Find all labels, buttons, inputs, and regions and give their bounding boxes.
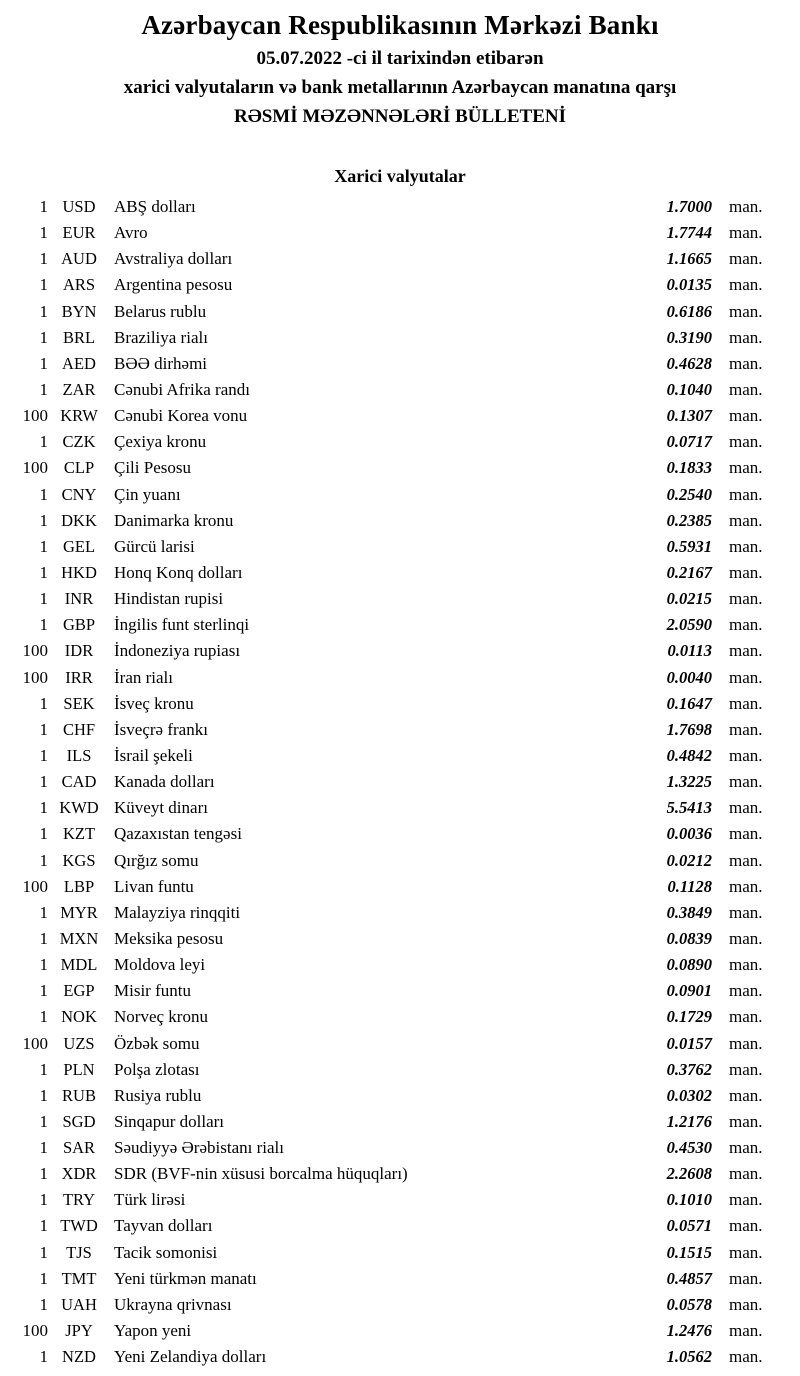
currency-code-cell: AED: [62, 353, 96, 373]
currency-name-cell: Yeni Zelandiya dolları: [114, 1347, 267, 1367]
quantity-cell: 1: [39, 1138, 48, 1158]
currency-name-cell: Norveç kronu: [114, 1007, 208, 1027]
currency-name-cell: Tayvan dolları: [114, 1216, 213, 1236]
unit-cell: man.: [729, 667, 763, 687]
rate-row: [0, 351, 800, 377]
rate-value-cell: 0.1307: [666, 406, 712, 426]
quantity-cell: 100: [22, 458, 48, 478]
rate-value-cell: 2.0590: [666, 615, 712, 635]
rate-value-cell: 1.7698: [666, 719, 712, 739]
rate-value-cell: 0.1040: [666, 379, 712, 399]
rate-value-cell: 0.0036: [666, 824, 712, 844]
rate-value-cell: 2.2608: [666, 1164, 712, 1184]
unit-cell: man.: [729, 1294, 763, 1314]
unit-cell: man.: [729, 379, 763, 399]
currency-code-cell: ARS: [62, 275, 96, 295]
currency-name-cell: Hindistan rupisi: [114, 589, 224, 609]
currency-code-cell: SAR: [62, 1138, 96, 1158]
rate-row: [0, 1057, 800, 1083]
rate-value-cell: 0.1833: [666, 458, 712, 478]
quantity-cell: 1: [39, 745, 48, 765]
currency-code-cell: EUR: [62, 223, 96, 243]
currency-code-cell: HKD: [61, 562, 97, 582]
unit-cell: man.: [729, 327, 763, 347]
quantity-cell: 100: [22, 1033, 48, 1053]
unit-cell: man.: [729, 1216, 763, 1236]
quantity-cell: 1: [39, 484, 48, 504]
currency-code-cell: JPY: [65, 1321, 93, 1341]
rate-value-cell: 1.0562: [666, 1347, 712, 1367]
rate-value-cell: 0.1647: [666, 693, 712, 713]
quantity-cell: 1: [39, 249, 48, 269]
rate-row: [0, 1135, 800, 1161]
quantity-cell: 100: [22, 667, 48, 687]
currency-code-cell: GEL: [62, 536, 96, 556]
quantity-cell: 1: [39, 1347, 48, 1367]
rate-value-cell: 0.0839: [666, 928, 712, 948]
unit-cell: man.: [729, 301, 763, 321]
rate-row: [0, 325, 800, 351]
currency-code-cell: MDL: [60, 955, 98, 975]
rate-row: [0, 795, 800, 821]
quantity-cell: 1: [39, 327, 48, 347]
rate-row: [0, 586, 800, 612]
unit-cell: man.: [729, 432, 763, 452]
rate-row: [0, 900, 800, 926]
currency-name-cell: Ukrayna qrivnası: [114, 1294, 232, 1314]
unit-cell: man.: [729, 928, 763, 948]
quantity-cell: 100: [22, 876, 48, 896]
rate-row: [0, 403, 800, 429]
quantity-cell: 1: [39, 1085, 48, 1105]
quantity-cell: 1: [39, 432, 48, 452]
currency-name-cell: İsveç kronu: [114, 693, 194, 713]
currency-code-cell: INR: [64, 589, 94, 609]
unit-cell: man.: [729, 615, 763, 635]
quantity-cell: 1: [39, 1216, 48, 1236]
quantity-cell: 1: [39, 1190, 48, 1210]
unit-cell: man.: [729, 536, 763, 556]
rate-row: [0, 482, 800, 508]
unit-cell: man.: [729, 745, 763, 765]
currency-name-cell: Küveyt dinarı: [114, 798, 208, 818]
quantity-cell: 1: [39, 1268, 48, 1288]
currency-code-cell: CNY: [61, 484, 97, 504]
rate-row: [0, 978, 800, 1004]
rate-row: [0, 1318, 800, 1344]
currency-name-cell: Çin yuanı: [114, 484, 181, 504]
rate-value-cell: 0.1010: [666, 1190, 712, 1210]
quantity-cell: 1: [39, 1111, 48, 1131]
currency-code-cell: SGD: [62, 1111, 96, 1131]
bulletin-header: [0, 6, 800, 131]
currency-name-cell: Avstraliya dolları: [114, 249, 233, 269]
currency-code-cell: MXN: [59, 928, 99, 948]
currency-name-cell: ABŞ dolları: [114, 197, 196, 216]
currency-name-cell: BƏƏ dirhəmi: [114, 353, 208, 373]
currency-name-cell: Braziliya rialı: [114, 327, 208, 347]
rate-row: [0, 1083, 800, 1109]
currency-name-cell: Livan funtu: [114, 876, 194, 896]
unit-cell: man.: [729, 1085, 763, 1105]
unit-cell: man.: [729, 510, 763, 530]
currency-name-cell: Səudiyyə Ərəbistanı rialı: [114, 1138, 284, 1158]
currency-name-cell: Tacik somonisi: [114, 1242, 218, 1262]
unit-cell: man.: [729, 981, 763, 1001]
currency-code-cell: SEK: [63, 693, 95, 713]
unit-cell: man.: [729, 902, 763, 922]
currency-code-cell: XDR: [61, 1164, 97, 1184]
quantity-cell: 1: [39, 928, 48, 948]
quantity-cell: 1: [39, 510, 48, 530]
rate-value-cell: 0.2167: [666, 562, 712, 582]
rate-row: [0, 1187, 800, 1213]
rate-value-cell: 0.0901: [666, 981, 712, 1001]
bulletin-title: RƏSMİ MƏZƏNNƏLƏRİ BÜLLETENİ: [233, 106, 566, 127]
currency-name-cell: Danimarka kronu: [114, 510, 234, 530]
unit-cell: man.: [729, 1242, 763, 1262]
currency-name-cell: İran rialı: [114, 667, 173, 687]
rate-row: [0, 1213, 800, 1239]
quantity-cell: 1: [39, 981, 48, 1001]
rate-value-cell: 5.5413: [666, 798, 712, 818]
currency-code-cell: KZT: [62, 824, 96, 844]
currency-code-cell: CAD: [61, 772, 97, 792]
currency-name-cell: Özbək somu: [114, 1033, 200, 1053]
rate-value-cell: 0.1729: [666, 1007, 712, 1027]
unit-cell: man.: [729, 719, 763, 739]
rate-row: [0, 1240, 800, 1266]
currency-name-cell: Yeni türkmən manatı: [114, 1268, 257, 1288]
currency-code-cell: AUD: [61, 249, 97, 269]
rate-row: [0, 272, 800, 298]
rate-row: [0, 1004, 800, 1030]
quantity-cell: 1: [39, 589, 48, 609]
unit-cell: man.: [729, 1164, 763, 1184]
rate-value-cell: 0.3849: [666, 902, 712, 922]
unit-cell: man.: [729, 876, 763, 896]
quantity-cell: 100: [22, 406, 48, 426]
quantity-cell: 1: [39, 197, 48, 216]
rate-value-cell: 0.0302: [666, 1085, 712, 1105]
currency-code-cell: CLP: [63, 458, 95, 478]
currency-code-cell: IDR: [64, 641, 94, 661]
rate-value-cell: 0.2385: [666, 510, 712, 530]
quantity-cell: 1: [39, 1007, 48, 1027]
rate-row: [0, 874, 800, 900]
currency-name-cell: Avro: [114, 223, 148, 243]
currency-code-cell: GBP: [62, 615, 96, 635]
currency-code-cell: RUB: [62, 1085, 96, 1105]
unit-cell: man.: [729, 772, 763, 792]
unit-cell: man.: [729, 484, 763, 504]
unit-cell: man.: [729, 850, 763, 870]
rate-value-cell: 0.4857: [666, 1268, 712, 1288]
currency-code-cell: TMT: [61, 1268, 97, 1288]
unit-cell: man.: [729, 693, 763, 713]
rate-row: [0, 1292, 800, 1318]
currency-name-cell: Cənubi Korea vonu: [114, 406, 248, 426]
currency-name-cell: İndoneziya rupiası: [114, 641, 241, 661]
currency-code-cell: NZD: [62, 1347, 96, 1367]
rate-value-cell: 0.0113: [667, 641, 712, 661]
unit-cell: man.: [729, 406, 763, 426]
currency-name-cell: Malayziya rinqqiti: [114, 902, 241, 922]
currency-name-cell: Kanada dolları: [114, 772, 215, 792]
rate-row: [0, 1344, 800, 1370]
unit-cell: man.: [729, 223, 763, 243]
rate-value-cell: 1.7744: [666, 223, 712, 243]
unit-cell: man.: [729, 1347, 763, 1367]
rate-row: [0, 848, 800, 874]
currency-name-cell: İngilis funt sterlinqi: [114, 615, 250, 635]
rate-value-cell: 0.1515: [666, 1242, 712, 1262]
quantity-cell: 1: [39, 798, 48, 818]
quantity-cell: 1: [39, 275, 48, 295]
rate-row: [0, 717, 800, 743]
rate-value-cell: 0.4842: [666, 745, 712, 765]
quantity-cell: 1: [39, 902, 48, 922]
rate-row: [0, 429, 800, 455]
currency-name-cell: Cənubi Afrika randı: [114, 379, 250, 399]
rate-value-cell: 1.3225: [666, 772, 712, 792]
quantity-cell: 1: [39, 615, 48, 635]
quantity-cell: 1: [39, 772, 48, 792]
rate-row: [0, 821, 800, 847]
quantity-cell: 1: [39, 824, 48, 844]
currency-code-cell: TWD: [60, 1216, 98, 1236]
quantity-cell: 1: [39, 719, 48, 739]
currency-code-cell: CHF: [62, 719, 96, 739]
rate-row: [0, 691, 800, 717]
unit-cell: man.: [729, 1059, 763, 1079]
rate-value-cell: 1.2176: [666, 1111, 712, 1131]
rate-row: [0, 638, 800, 664]
rate-row: [0, 926, 800, 952]
rate-value-cell: 0.6186: [666, 301, 712, 321]
rate-row: [0, 1031, 800, 1057]
rate-value-cell: 1.7000: [666, 197, 712, 216]
rate-value-cell: 0.2540: [666, 484, 712, 504]
currency-code-cell: USD: [62, 197, 96, 216]
currency-code-cell: TRY: [62, 1190, 96, 1210]
rate-row: [0, 194, 800, 220]
unit-cell: man.: [729, 197, 763, 216]
rate-value-cell: 0.0571: [666, 1216, 712, 1236]
currency-code-cell: BYN: [61, 301, 97, 321]
rate-value-cell: 0.0040: [666, 667, 712, 687]
currency-name-cell: Rusiya rublu: [114, 1085, 202, 1105]
rate-value-cell: 0.0578: [666, 1294, 712, 1314]
section-title-foreign-currencies: Xarici valyutalar: [334, 166, 466, 186]
rate-value-cell: 0.0135: [666, 275, 712, 295]
unit-cell: man.: [729, 955, 763, 975]
quantity-cell: 1: [39, 1242, 48, 1262]
unit-cell: man.: [729, 824, 763, 844]
unit-cell: man.: [729, 589, 763, 609]
currency-code-cell: NOK: [61, 1007, 97, 1027]
unit-cell: man.: [729, 1007, 763, 1027]
quantity-cell: 100: [22, 641, 48, 661]
currency-code-cell: IRR: [65, 667, 93, 687]
currency-code-cell: CZK: [62, 432, 96, 452]
unit-cell: man.: [729, 1138, 763, 1158]
rate-value-cell: 1.2476: [666, 1321, 712, 1341]
currency-code-cell: LBP: [63, 876, 95, 896]
currency-name-cell: Qırğız somu: [114, 850, 199, 870]
rate-row: [0, 665, 800, 691]
rate-row: [0, 769, 800, 795]
currency-name-cell: Sinqapur dolları: [114, 1111, 225, 1131]
rate-row: [0, 220, 800, 246]
unit-cell: man.: [729, 641, 763, 661]
currency-name-cell: SDR (BVF-nin xüsusi borcalma hüquqları): [114, 1164, 408, 1184]
rate-row: [0, 299, 800, 325]
rate-row: [0, 952, 800, 978]
rate-row: [0, 534, 800, 560]
quantity-cell: 1: [39, 301, 48, 321]
rate-value-cell: 0.0212: [666, 850, 712, 870]
currency-code-cell: KRW: [60, 406, 98, 426]
rate-row: [0, 1109, 800, 1135]
rate-row: [0, 508, 800, 534]
currency-name-cell: Honq Konq dolları: [114, 562, 243, 582]
rate-value-cell: 1.1665: [666, 249, 712, 269]
currency-name-cell: Misir funtu: [114, 981, 191, 1001]
unit-cell: man.: [729, 275, 763, 295]
unit-cell: man.: [729, 1268, 763, 1288]
currency-code-cell: ZAR: [62, 379, 96, 399]
quantity-cell: 1: [39, 1059, 48, 1079]
quantity-cell: 1: [39, 850, 48, 870]
subtitle-line: xarici valyutaların və bank metallarının Azərbaycan manatına qarşı: [123, 77, 677, 98]
quantity-cell: 1: [39, 536, 48, 556]
quantity-cell: 100: [22, 1321, 48, 1341]
rate-value-cell: 0.3190: [666, 327, 712, 347]
rate-value-cell: 0.0215: [666, 589, 712, 609]
currency-name-cell: Yapon yeni: [114, 1321, 192, 1341]
bank-title: Azərbaycan Respublikasının Mərkəzi Bankı: [141, 10, 659, 40]
rate-row: [0, 560, 800, 586]
unit-cell: man.: [729, 1321, 763, 1341]
rate-value-cell: 0.1128: [667, 876, 712, 896]
rate-row: [0, 246, 800, 272]
rate-value-cell: 0.5931: [666, 536, 712, 556]
currency-code-cell: ILS: [66, 745, 92, 765]
rate-value-cell: 0.0890: [666, 955, 712, 975]
currency-name-cell: Belarus rublu: [114, 301, 207, 321]
unit-cell: man.: [729, 353, 763, 373]
unit-cell: man.: [729, 1190, 763, 1210]
currency-name-cell: Argentina pesosu: [114, 275, 233, 295]
rates-table: [0, 194, 800, 1370]
currency-code-cell: PLN: [63, 1059, 95, 1079]
unit-cell: man.: [729, 562, 763, 582]
unit-cell: man.: [729, 249, 763, 269]
quantity-cell: 1: [39, 223, 48, 243]
currency-code-cell: KGS: [62, 850, 96, 870]
rate-row: [0, 455, 800, 481]
rate-value-cell: 0.0157: [666, 1033, 712, 1053]
currency-name-cell: Türk lirəsi: [114, 1190, 186, 1210]
rate-row: [0, 377, 800, 403]
currency-name-cell: Moldova leyi: [114, 955, 206, 975]
currency-name-cell: Polşa zlotası: [114, 1059, 200, 1079]
currency-code-cell: KWD: [59, 798, 99, 818]
rate-row: [0, 743, 800, 769]
effective-date-line: 05.07.2022 -ci il tarixindən etibarən: [256, 48, 544, 69]
quantity-cell: 1: [39, 955, 48, 975]
currency-name-cell: Çexiya kronu: [114, 432, 207, 452]
rate-value-cell: 0.4530: [666, 1138, 712, 1158]
currency-code-cell: EGP: [63, 981, 95, 1001]
unit-cell: man.: [729, 1033, 763, 1053]
currency-code-cell: UAH: [61, 1294, 97, 1314]
quantity-cell: 1: [39, 693, 48, 713]
currency-code-cell: UZS: [63, 1033, 95, 1053]
unit-cell: man.: [729, 798, 763, 818]
unit-cell: man.: [729, 1111, 763, 1131]
currency-code-cell: BRL: [62, 327, 96, 347]
quantity-cell: 1: [39, 353, 48, 373]
currency-name-cell: Çili Pesosu: [114, 458, 191, 478]
rate-row: [0, 612, 800, 638]
quantity-cell: 1: [39, 1294, 48, 1314]
currency-name-cell: İsveçrə frankı: [114, 719, 208, 739]
rate-row: [0, 1161, 800, 1187]
unit-cell: man.: [729, 458, 763, 478]
currency-name-cell: İsrail şekeli: [114, 745, 193, 765]
currency-code-cell: MYR: [60, 902, 98, 922]
rate-row: [0, 1266, 800, 1292]
currency-name-cell: Qazaxıstan tengəsi: [114, 824, 242, 844]
quantity-cell: 1: [39, 1164, 48, 1184]
currency-code-cell: DKK: [61, 510, 97, 530]
currency-code-cell: TJS: [66, 1242, 92, 1262]
rate-value-cell: 0.3762: [666, 1059, 712, 1079]
currency-name-cell: Gürcü larisi: [114, 536, 195, 556]
quantity-cell: 1: [39, 379, 48, 399]
rate-value-cell: 0.4628: [666, 353, 712, 373]
currency-name-cell: Meksika pesosu: [114, 928, 224, 948]
quantity-cell: 1: [39, 562, 48, 582]
rate-value-cell: 0.0717: [666, 432, 712, 452]
